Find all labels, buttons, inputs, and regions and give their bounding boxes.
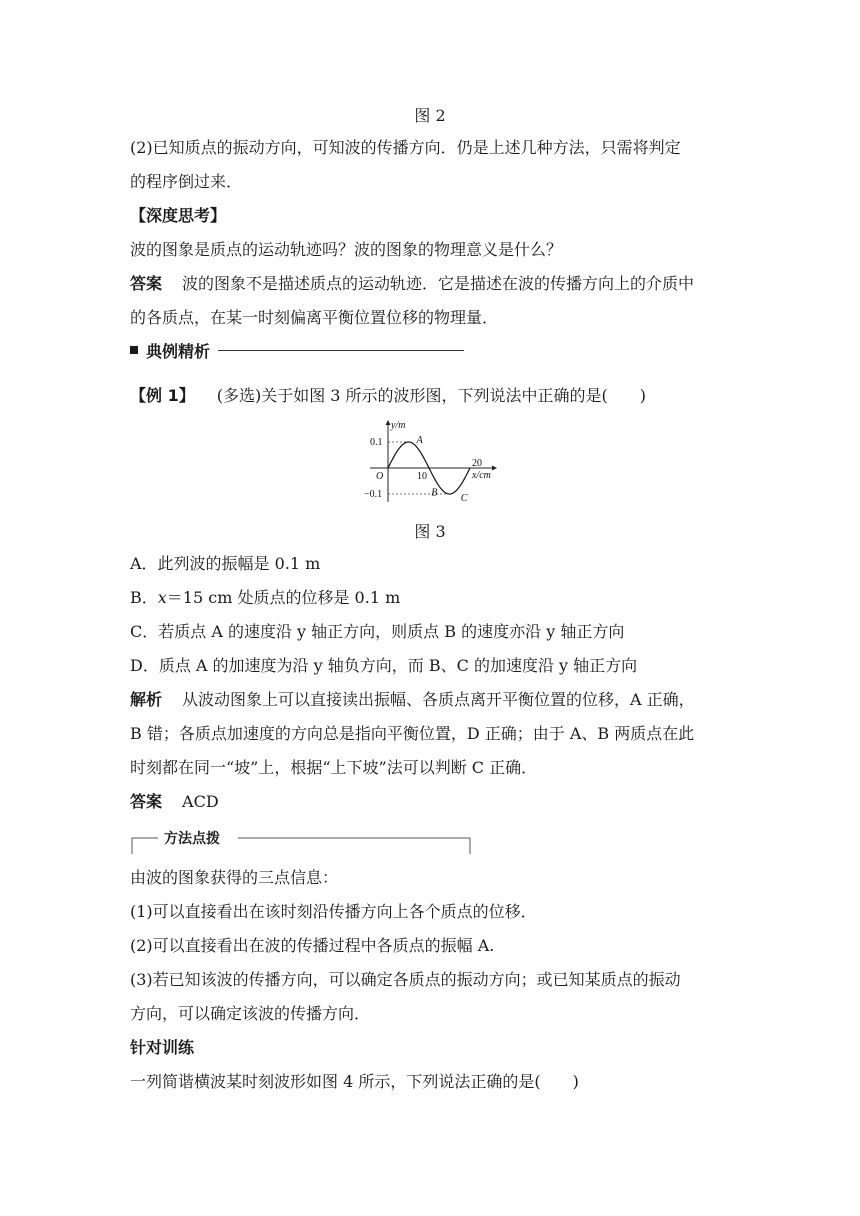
method-item-2: (2)可以直接看出在波的传播过程中各质点的振幅 A. xyxy=(130,936,495,955)
option-b xyxy=(130,586,400,610)
point-label-b: B xyxy=(431,487,438,499)
point-label-a: A xyxy=(416,435,423,447)
method-box xyxy=(130,828,474,854)
example-question: (多选)关于如图 3 所示的波形图，下列说法中正确的是( ) xyxy=(216,386,647,405)
x-tick-label-10: 10 xyxy=(417,471,427,482)
wave-chart xyxy=(360,416,510,506)
method-title: 方法点拨 xyxy=(160,828,224,848)
x-tick-label-20: 20 xyxy=(472,458,482,469)
x-axis-arrow xyxy=(492,466,497,471)
section-title: 典例精析 xyxy=(146,341,211,361)
y-axis-arrow xyxy=(386,420,391,425)
option-b-prefix: B． xyxy=(130,588,158,607)
example-answer: ACD xyxy=(182,792,219,811)
analysis-line-2: B 错；各质点加速度的方向总是指向平衡位置，D 正确；由于 A、B 两质点在此 xyxy=(130,724,695,743)
figure-2-caption: 图 2 xyxy=(414,106,446,125)
x-axis-label: x/cm xyxy=(472,470,491,481)
section-square-icon xyxy=(130,346,138,354)
analysis-line-1 xyxy=(130,688,695,712)
deep-think-title: 【深度思考】 xyxy=(130,206,227,225)
figure-3-caption: 图 3 xyxy=(414,522,446,541)
option-d: D．质点 A 的加速度为沿 y 轴负方向，而 B、C 的加速度沿 y 轴正方向 xyxy=(130,656,638,675)
method-item-3-line-1: (3)若已知该波的传播方向，可以确定各质点的振动方向；或已知某质点的振动 xyxy=(130,970,681,989)
training-question: 一列简谐横波某时刻波形如图 4 所示，下列说法正确的是( ) xyxy=(130,1072,579,1091)
point-label-c: C xyxy=(460,492,468,504)
analysis-text-1: 从波动图象上可以直接读出振幅、各质点离开平衡位置的位移，A 正确， xyxy=(182,690,695,709)
method-item-3-line-2: 方向，可以确定该波的传播方向． xyxy=(130,1004,371,1023)
paragraph-2-line-1: (2)已知质点的振动方向，可知波的传播方向．仍是上述几种方法，只需将判定 xyxy=(130,138,681,157)
y-tick-label-bottom: −0.1 xyxy=(364,489,383,500)
deep-answer-line-1 xyxy=(130,272,694,296)
example-question-line xyxy=(130,384,646,408)
section-rule xyxy=(218,350,464,351)
example-answer-line xyxy=(130,790,219,814)
option-b-rest: ＝15 cm 处质点的位移是 0.1 m xyxy=(166,588,401,607)
example-label: 【例 1】 xyxy=(130,386,195,405)
paragraph-2-line-2: 的程序倒过来． xyxy=(130,172,243,191)
y-axis-label: y/m xyxy=(391,420,406,431)
example-answer-label: 答案 xyxy=(130,792,163,811)
origin-label: O xyxy=(376,471,384,482)
deep-answer-line-2: 的各质点，在某一时刻偏离平衡位置位移的物理量． xyxy=(130,308,499,327)
method-item-1: (1)可以直接看出在该时刻沿传播方向上各个质点的位移． xyxy=(130,902,537,921)
method-intro: 由波的图象获得的三点信息： xyxy=(130,868,339,887)
option-a: A．此列波的振幅是 0.1 m xyxy=(130,554,321,573)
deep-answer-text-1: 波的图象不是描述质点的运动轨迹．它是描述在波的传播方向上的介质中 xyxy=(182,274,695,293)
deep-think-question: 波的图象是质点的运动轨迹吗？波的图象的物理意义是什么？ xyxy=(130,240,563,259)
analysis-label: 解析 xyxy=(130,690,163,709)
training-title: 针对训练 xyxy=(130,1038,195,1057)
answer-label: 答案 xyxy=(130,274,163,293)
option-b-variable: x xyxy=(157,588,167,607)
y-tick-label-top: 0.1 xyxy=(370,437,383,448)
section-header xyxy=(130,338,464,362)
analysis-line-3: 时刻都在同一“坡”上，根据“上下坡”法可以判断 C 正确． xyxy=(130,758,538,777)
option-c: C．若质点 A 的速度沿 y 轴正方向，则质点 B 的速度亦沿 y 轴正方向 xyxy=(130,622,625,641)
